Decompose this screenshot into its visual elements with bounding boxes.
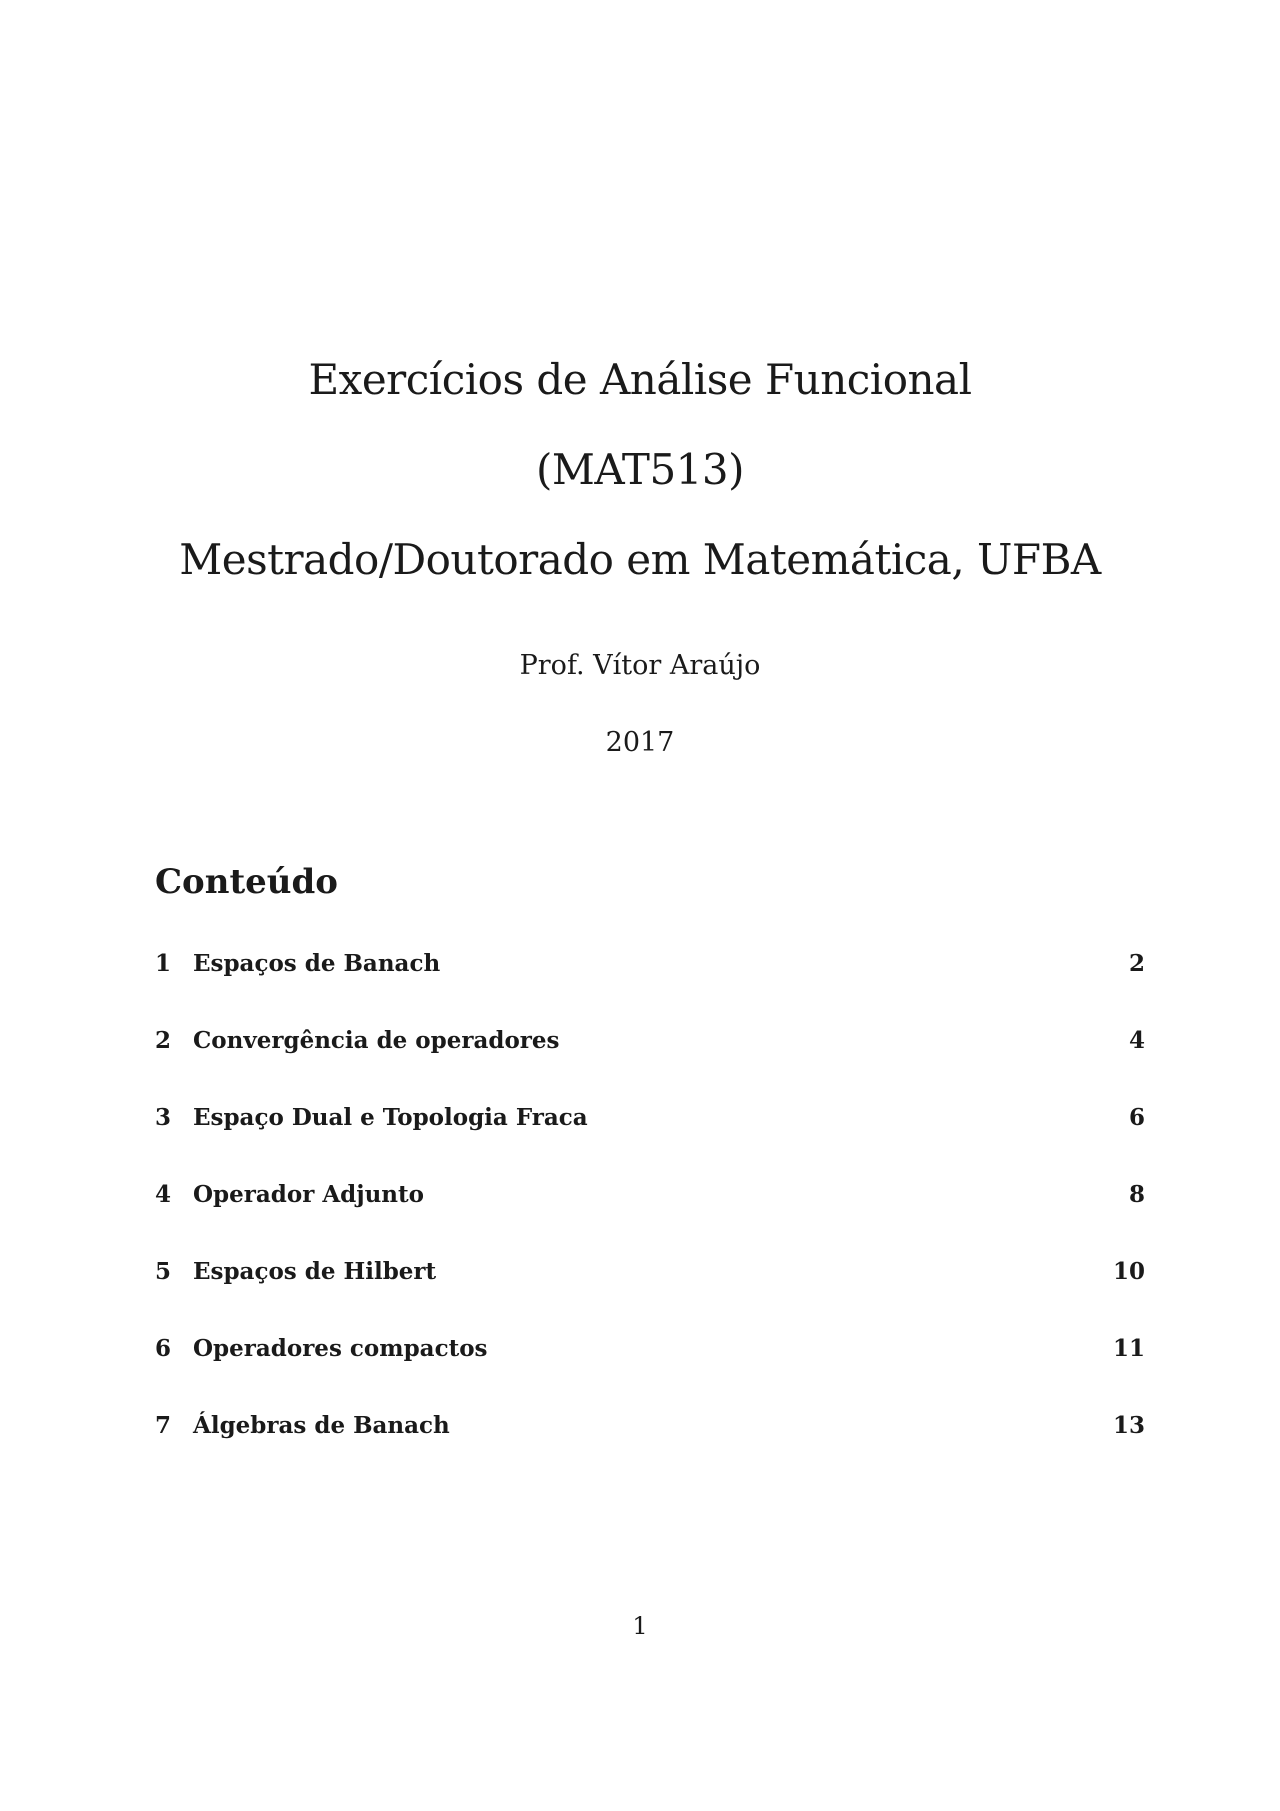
toc-entry-page: 10 <box>1112 1258 1145 1285</box>
course-code: (MAT513) <box>536 445 744 494</box>
program-name: Mestrado/Doutorado em Matemática, UFBA <box>179 535 1101 584</box>
toc-entry-2[interactable] <box>155 1027 1145 1104</box>
toc-entry-title: Operadores compactos <box>193 1335 488 1362</box>
toc-entry-page: 4 <box>1128 1027 1145 1054</box>
toc-entry-number: 3 <box>155 1104 172 1131</box>
toc-entry-1[interactable] <box>155 950 1145 1027</box>
toc-entry-number: 2 <box>155 1027 172 1054</box>
toc-entry-page: 6 <box>1128 1104 1145 1131</box>
toc-entry-number: 4 <box>155 1181 172 1208</box>
toc-entry-page: 8 <box>1128 1181 1145 1208</box>
toc-entry-number: 1 <box>155 950 172 977</box>
toc-entry-title: Espaços de Banach <box>193 950 441 977</box>
toc-entry-4[interactable] <box>155 1181 1145 1258</box>
toc-entry-page: 11 <box>1112 1335 1145 1362</box>
toc-entry-number: 6 <box>155 1335 172 1362</box>
toc-entry-title: Convergência de operadores <box>193 1027 560 1054</box>
toc-entry-3[interactable] <box>155 1104 1145 1181</box>
toc-entry-title: Operador Adjunto <box>193 1181 424 1208</box>
toc-entry-number: 7 <box>155 1412 172 1439</box>
toc-entry-title: Espaços de Hilbert <box>193 1258 437 1285</box>
author-name: Prof. Vítor Araújo <box>519 650 761 681</box>
toc-entry-page: 2 <box>1128 950 1145 977</box>
toc-entry-title: Espaço Dual e Topologia Fraca <box>193 1104 588 1131</box>
toc-entry-number: 5 <box>155 1258 172 1285</box>
toc-entry-7[interactable] <box>155 1412 1145 1489</box>
toc-entry-5[interactable] <box>155 1258 1145 1335</box>
document-title: Exercícios de Análise Funcional <box>308 355 972 404</box>
toc-entry-page: 13 <box>1112 1412 1145 1439</box>
table-of-contents <box>155 950 1145 1489</box>
toc-heading: Conteúdo <box>155 862 338 902</box>
document-year: 2017 <box>605 727 675 758</box>
toc-entry-title: Álgebras de Banach <box>193 1412 450 1439</box>
page-number: 1 <box>632 1612 648 1640</box>
toc-entry-6[interactable] <box>155 1335 1145 1412</box>
